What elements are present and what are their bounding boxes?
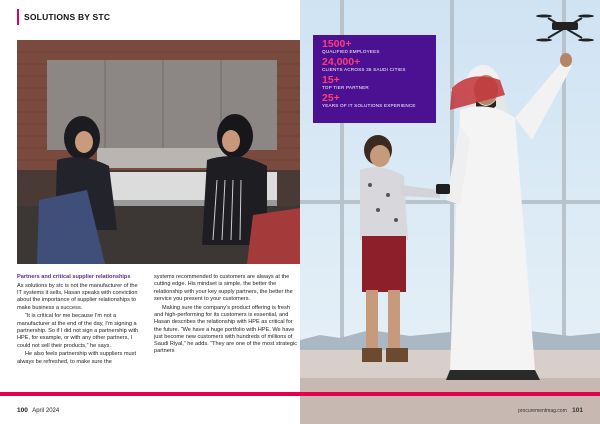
- stats-panel: [313, 35, 436, 123]
- office-meeting-photo: [17, 40, 300, 264]
- issue-date: April 2024: [32, 408, 60, 414]
- section-accent-bar: [17, 9, 19, 25]
- page-number: 100: [17, 407, 28, 414]
- stat-label: QUALIFIED EMPLOYEES: [322, 49, 380, 54]
- article-subhead: Partners and critical supplier relationships: [17, 274, 131, 280]
- site-link[interactable]: procurementmag.com: [518, 408, 567, 414]
- article-paragraph: As solutions by stc is not the manufacturer of the IT systems it sells, Hasan speaks with conviction about the importance of supplier relationships to make business a success.: [17, 282, 138, 311]
- page-number: 101: [572, 407, 583, 414]
- section-title: SOLUTIONS BY STC: [24, 12, 111, 22]
- stat-label: CLIENTS ACROSS 35 SAUDI CITIES: [322, 67, 406, 72]
- stat-label: TOP TIER PARTNER: [322, 85, 369, 90]
- stat-value: 1500+: [322, 38, 352, 50]
- article-column-1: [17, 274, 142, 368]
- stat-item: [322, 39, 436, 55]
- footer-accent-band: [0, 392, 600, 396]
- stat-item: [322, 57, 436, 73]
- article-paragraph: Making sure the company’s product offering is fresh and high-performing for its customers is essential, and Hasan describes the relationship with HPE as critical for the future. “We have a huge portfolio with HPE. We have just become new customers with hundreds of millions of Saudi Riyal,” he adds. “They are one of the most strategic partners: [154, 304, 298, 355]
- stat-item: [322, 93, 436, 109]
- article-column-2: [154, 274, 300, 357]
- article-paragraph: systems recommended to customers are always at the cutting edge. His mindset is simple, the better the relationship with your key supply partners, the better the service you present to your customers.: [154, 274, 293, 302]
- article-paragraph: “It is critical for me because I’m not a manufacturer at the end of the day, I’m signing a partnership. So if I did not sign a partnership with HPE, for example, or with any other partners, I could not sell their products,” he says.: [17, 313, 139, 349]
- stat-item: [322, 75, 436, 91]
- stat-label: YEARS OF IT SOLUTIONS EXPERIENCE: [322, 103, 416, 108]
- article-paragraph: He also feels partnership with suppliers must always be refreshed, to make sure the: [17, 351, 136, 365]
- stat-value: 15+: [322, 74, 340, 86]
- stat-value: 25+: [322, 92, 340, 104]
- footer-right: [518, 407, 583, 414]
- footer-left: [17, 407, 59, 414]
- stat-value: 24,000+: [322, 56, 361, 68]
